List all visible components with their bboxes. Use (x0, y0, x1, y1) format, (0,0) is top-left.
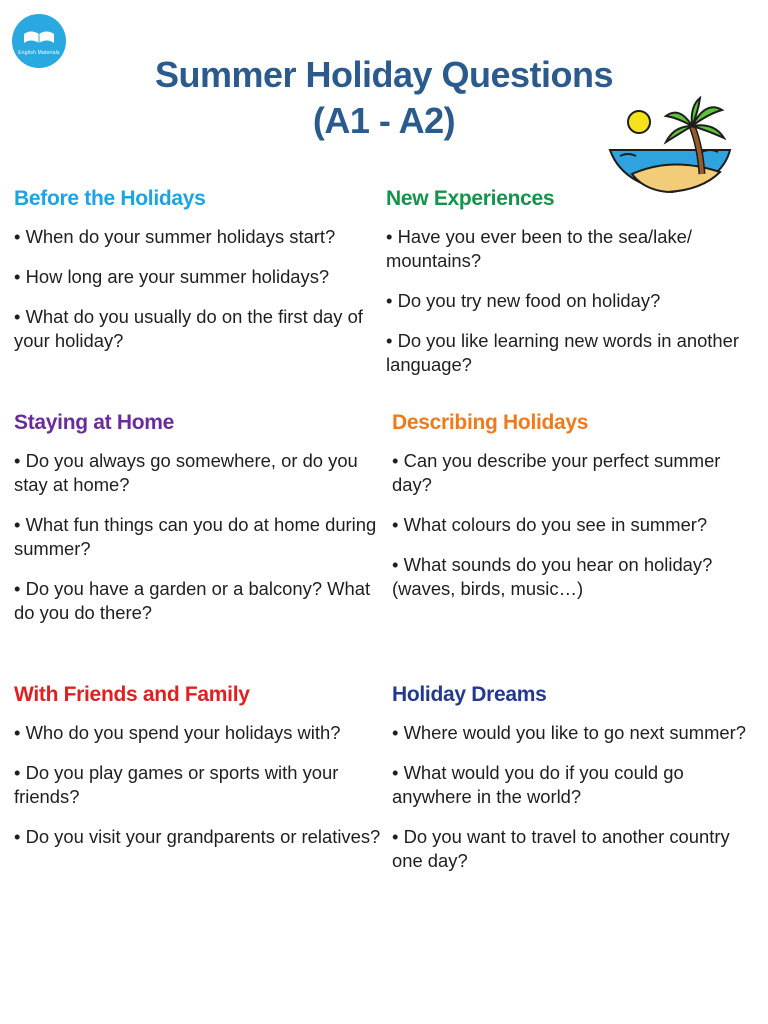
question-item: • Have you ever been to the sea/lake/ mountains? (386, 225, 758, 273)
question-list (392, 721, 764, 873)
question-item: • Can you describe your perfect summer day? (392, 449, 764, 497)
section-holiday-dreams (392, 682, 764, 889)
beach-island-icon (602, 94, 736, 198)
section-describing-holidays (392, 410, 764, 617)
section-heading: With Friends and Family (14, 683, 250, 706)
question-list (14, 225, 386, 353)
section-heading: Before the Holidays (14, 187, 206, 210)
section-with-friends-and-family (14, 682, 386, 865)
question-item: • Do you always go somewhere, or do you stay at home? (14, 449, 386, 497)
question-item: • What fun things can you do at home during summer? (14, 513, 386, 561)
question-list (386, 225, 758, 377)
section-new-experiences (386, 186, 758, 393)
logo-text: English Materials (18, 50, 60, 56)
question-item: • Do you visit your grandparents or relatives? (14, 825, 386, 849)
question-item: • What colours do you see in summer? (392, 513, 764, 537)
question-item: • What sounds do you hear on holiday? (waves, birds, music…) (392, 553, 764, 601)
question-item: • Do you try new food on holiday? (386, 289, 758, 313)
question-item: • Do you play games or sports with your friends? (14, 761, 386, 809)
question-item: • How long are your summer holidays? (14, 265, 386, 289)
question-list (392, 449, 764, 601)
level-subtitle: (A1 - A2) (312, 100, 456, 141)
question-item: • Where would you like to go next summer? (392, 721, 764, 745)
section-heading: Holiday Dreams (392, 683, 547, 706)
question-item: • When do your summer holidays start? (14, 225, 386, 249)
section-heading: Staying at Home (14, 411, 175, 434)
section-heading: Describing Holidays (392, 411, 589, 434)
question-list (14, 721, 386, 849)
question-item: • Who do you spend your holidays with? (14, 721, 386, 745)
page-title: Summer Holiday Questions (154, 54, 614, 95)
question-item: • Do you like learning new words in another language? (386, 329, 758, 377)
section-heading: New Experiences (386, 187, 555, 210)
question-item: • What would you do if you could go anywhere in the world? (392, 761, 764, 809)
question-item: • Do you have a garden or a balcony? What do you do there? (14, 577, 386, 625)
question-item: • Do you want to travel to another country one day? (392, 825, 764, 873)
question-list (14, 449, 386, 625)
section-staying-at-home (14, 410, 386, 641)
question-item: • What do you usually do on the first day of your holiday? (14, 305, 386, 353)
section-before-the-holidays (14, 186, 386, 369)
